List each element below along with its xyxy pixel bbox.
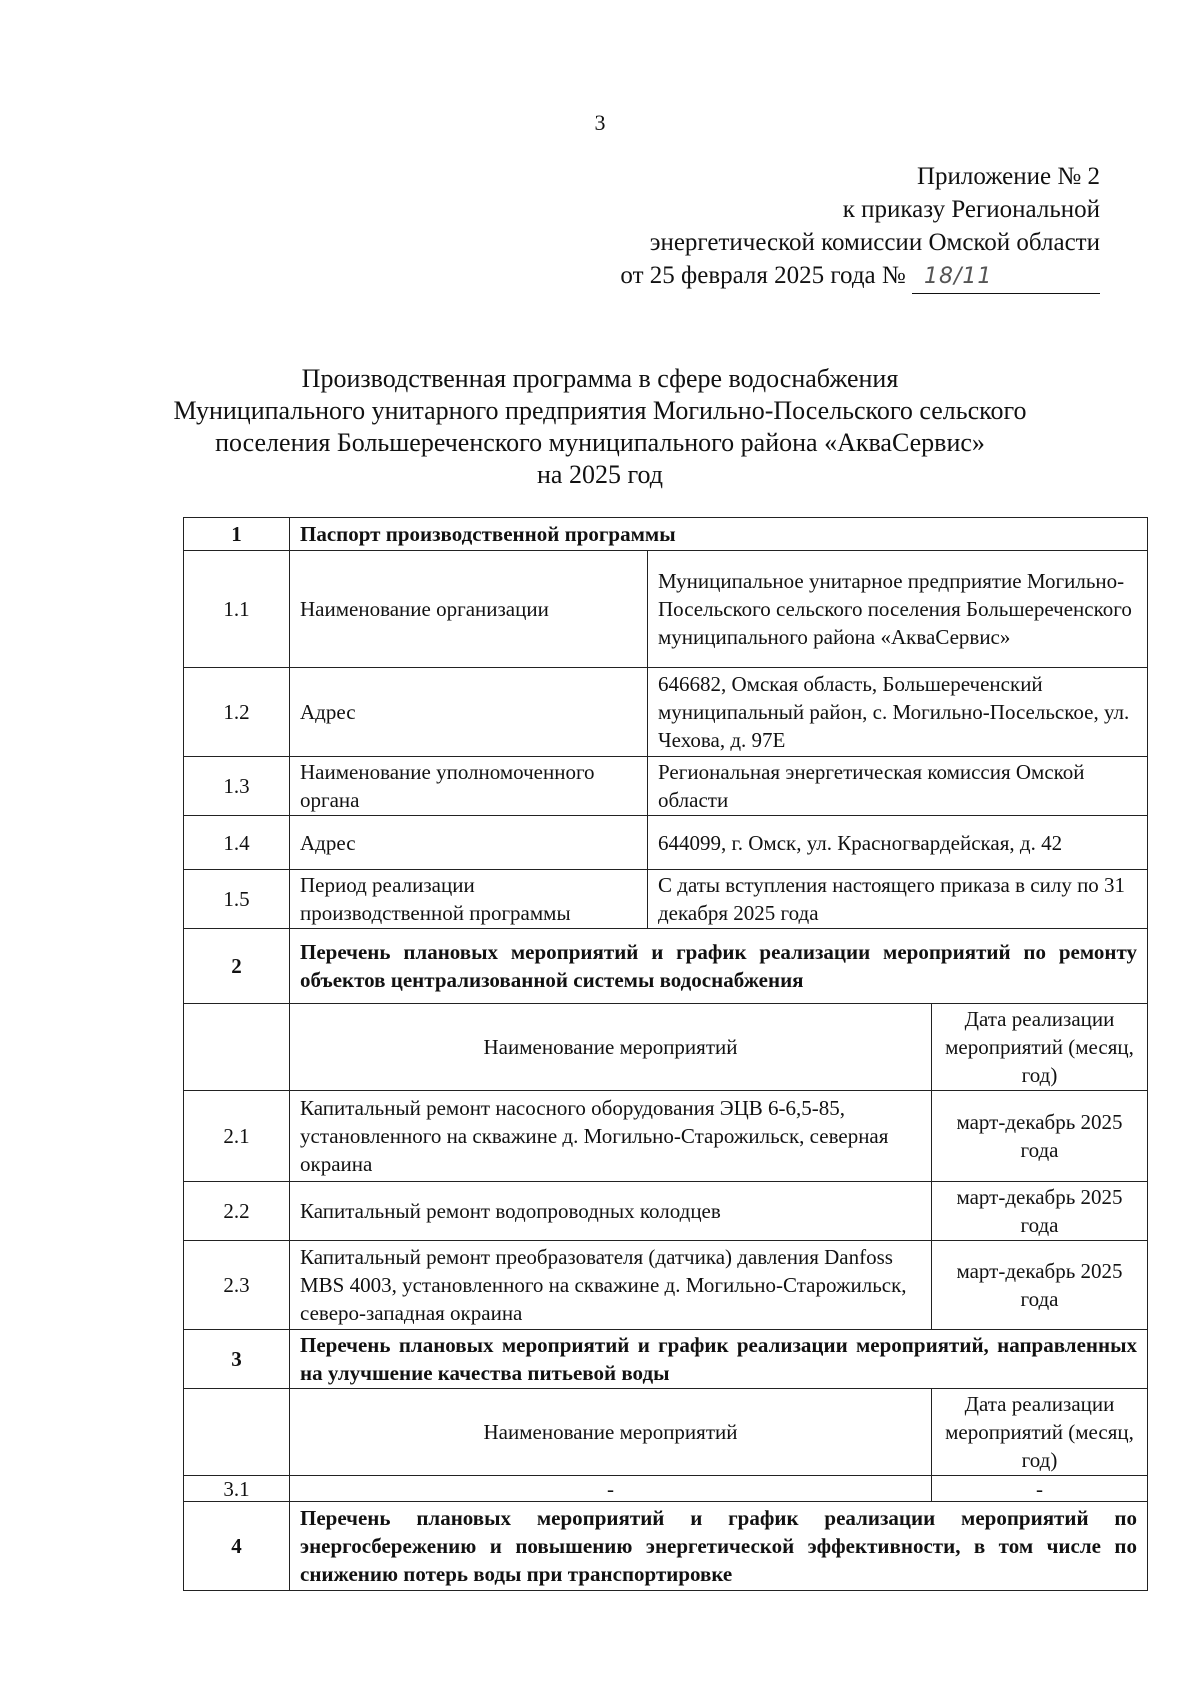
activity-name: Капитальный ремонт насосного оборудования ЭЦВ 6-6,5-85, установленного на скважине д. Могильно-Старожильск, северная окраина — [290, 1091, 932, 1182]
table-row — [184, 757, 1148, 816]
program-table — [183, 517, 1148, 1591]
section-2-heading: Перечень плановых мероприятий и график реализации мероприятий по ремонту объектов централизованной системы водоснабжения — [290, 929, 1148, 1004]
row-label: Период реализации производственной программы — [290, 870, 648, 929]
table-row — [184, 1476, 1148, 1502]
activity-name: Капитальный ремонт преобразователя (датчика) давления Danfoss MBS 4003, установленного на скважине д. Могильно-Старожильск, северо-западная окраина — [290, 1241, 932, 1330]
appendix-date: от 25 февраля 2025 года № — [620, 262, 906, 289]
row-number: 2.2 — [184, 1182, 290, 1241]
row-label: Наименование организации — [290, 551, 648, 668]
column-header-name: Наименование мероприятий — [290, 1389, 932, 1476]
appendix-line-4 — [620, 259, 1100, 294]
column-header-date: Дата реализации мероприятий (месяц, год) — [932, 1004, 1148, 1091]
row-number: 1.4 — [184, 816, 290, 870]
section-2-column-header — [184, 1004, 1148, 1091]
appendix-line-2: к приказу Региональной — [842, 196, 1100, 223]
row-number: 2.1 — [184, 1091, 290, 1182]
column-header-name: Наименование мероприятий — [290, 1004, 932, 1091]
activity-date: март-декабрь 2025 года — [932, 1182, 1148, 1241]
activity-name: Капитальный ремонт водопроводных колодцев — [290, 1182, 932, 1241]
section-1-number: 1 — [184, 518, 290, 551]
document-title — [0, 363, 1200, 491]
activity-name: - — [290, 1476, 932, 1502]
row-number: 1.5 — [184, 870, 290, 929]
row-label: Наименование уполномоченного органа — [290, 757, 648, 816]
column-header-date: Дата реализации мероприятий (месяц, год) — [932, 1389, 1148, 1476]
section-4-header-row — [184, 1502, 1148, 1591]
activity-date: март-декабрь 2025 года — [932, 1091, 1148, 1182]
section-2-header-row — [184, 929, 1148, 1004]
section-1-header-row — [184, 518, 1148, 551]
table-row — [184, 1091, 1148, 1182]
row-value: Региональная энергетическая комиссия Омской области — [648, 757, 1148, 816]
section-4-number: 4 — [184, 1502, 290, 1591]
section-3-header-row — [184, 1330, 1148, 1389]
table-row — [184, 668, 1148, 757]
title-line-1: Производственная программа в сфере водоснабжения — [301, 364, 899, 393]
row-value: Муниципальное унитарное предприятие Могильно-Посельского сельского поселения Большереченского муниципального района «АкваСервис» — [648, 551, 1148, 668]
appendix-line-3: энергетической комиссии Омской области — [649, 229, 1100, 256]
table-row — [184, 1241, 1148, 1330]
row-value: 644099, г. Омск, ул. Красногвардейская, д. 42 — [648, 816, 1148, 870]
section-4-heading: Перечень плановых мероприятий и график реализации мероприятий по энергосбережению и повышению энергетической эффективности, в том числе по снижению потерь воды при транспортировке — [290, 1502, 1148, 1591]
handwritten-order-number: 18/11 — [912, 260, 1100, 294]
title-line-2: Муниципального унитарного предприятия Могильно-Посельского сельского — [173, 396, 1027, 425]
page-number: 3 — [594, 110, 606, 135]
title-line-3: поселения Большереченского муниципального района «АкваСервис» — [215, 428, 985, 457]
row-number: 2.3 — [184, 1241, 290, 1330]
section-3-column-header — [184, 1389, 1148, 1476]
row-number: 1.1 — [184, 551, 290, 668]
title-line-4: на 2025 год — [537, 460, 663, 489]
section-3-heading: Перечень плановых мероприятий и график реализации мероприятий, направленных на улучшение качества питьевой воды — [290, 1330, 1148, 1389]
table-row — [184, 870, 1148, 929]
table-row — [184, 1182, 1148, 1241]
row-number: 1.2 — [184, 668, 290, 757]
row-number: 1.3 — [184, 757, 290, 816]
empty-cell — [184, 1004, 290, 1091]
section-3-number: 3 — [184, 1330, 290, 1389]
row-number: 3.1 — [184, 1476, 290, 1502]
table-row — [184, 816, 1148, 870]
activity-date: - — [932, 1476, 1148, 1502]
table-row — [184, 551, 1148, 668]
row-value: С даты вступления настоящего приказа в силу по 31 декабря 2025 года — [648, 870, 1148, 929]
appendix-header — [620, 160, 1100, 294]
empty-cell — [184, 1389, 290, 1476]
row-label: Адрес — [290, 816, 648, 870]
row-label: Адрес — [290, 668, 648, 757]
row-value: 646682, Омская область, Большереченский муниципальный район, с. Могильно-Посельское, ул. Чехова, д. 97Е — [648, 668, 1148, 757]
appendix-line-1: Приложение № 2 — [916, 163, 1100, 190]
activity-date: март-декабрь 2025 года — [932, 1241, 1148, 1330]
section-2-number: 2 — [184, 929, 290, 1004]
section-1-heading: Паспорт производственной программы — [290, 518, 1148, 551]
